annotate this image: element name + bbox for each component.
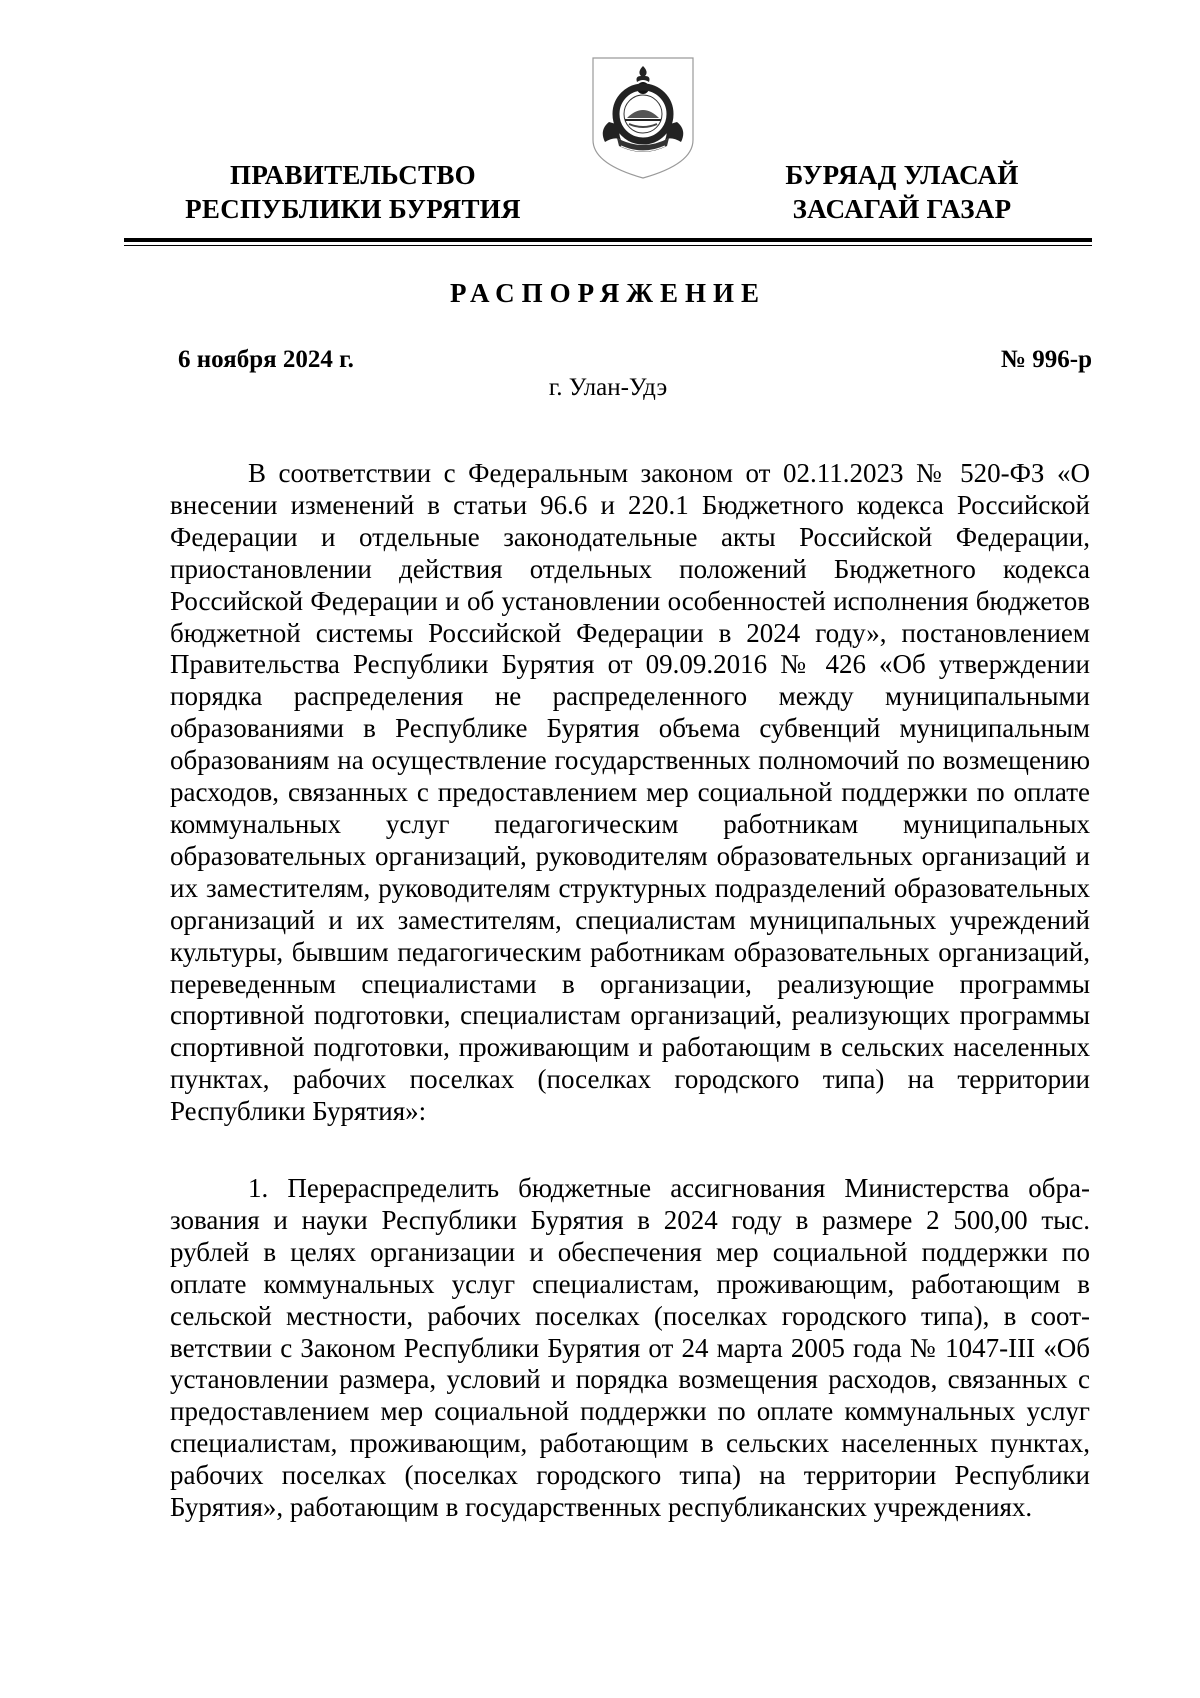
government-name-russian bbox=[168, 158, 538, 226]
government-name-buryat bbox=[752, 158, 1052, 226]
header-divider-thick bbox=[124, 238, 1092, 242]
document-type: РАСПОРЯЖЕНИЕ bbox=[449, 278, 767, 308]
body-paragraph-item-1: 1. Перераспределить бюджетные ассигнования Министерства образования и науки Республики Бурятия в 2024 году в размере 2 500,00 тыс. рублей в целях организации и обеспечения мер социальной поддержки по оплате коммунальных услуг специалистам, проживающим, работающим в сельской местности, рабочих поселках (поселках городского типа), в соответствии с Законом Республики Бурятия от 24 марта 2005 года № 1047-III «Об установлении размера, условий и порядка возмещения расходов, связанных с предоставлением мер социальной поддержки по оплате коммунальных услуг специалистам, проживающим, работающим в сельских населенных пунктах, рабочих поселках (поселках городского типа) на территории Республики Бурятия», работающим в государственных республиканских учреждениях. bbox=[170, 1173, 1090, 1523]
document-date: 6 ноября 2024 г. bbox=[178, 346, 354, 373]
header-divider-thin bbox=[124, 245, 1092, 246]
coat-of-arms-icon bbox=[591, 56, 695, 180]
document-number: № 996-р bbox=[1000, 346, 1092, 373]
government-name-buryat-line1: БУРЯАД УЛАСАЙ bbox=[785, 160, 1019, 190]
body-paragraph-preamble: В соответствии с Федеральным законом от 02.11.2023 № 520-ФЗ «О внесении изменений в статьи 96.6 и 220.1 Бюджетного кодекса Российской Федерации и отдельные законодательные акты Российской Федерации, приостановлении действия отдельных положений Бюджетного кодекса Российской Федерации и об установлении особенностей исполнения бюджетов бюджетной системы Российской Федерации в 2024 году», постановлением Правительства Республики Бурятия от 09.09.2016 № 426 «Об утверждении порядка распределения не распределенного между муниципальными образованиями в Республике Бурятия объема субвенций муниципальным образованиям на осуществление государственных полномочий по возмещению расходов, связанных с предоставлением мер социальной поддержки по оплате коммунальных услуг педагогическим работникам муниципальных образовательных организаций, руководителям образовательных организаций и их заместителям, руководителям структурных подразделений образовательных организаций и их заместителям, специалистам муниципальных учреждений культуры, бывшим педагогическим работникам образовательных организаций, переведенным специалистами в организации, реализующие программы спортивной подготовки, специалистам организаций, реализующих программы спортивной подготовки, проживающим и работающим в сельских населенных пунктах, рабочих поселках (поселках городского типа) на территории Республики Бурятия»: bbox=[170, 458, 1090, 1127]
government-name-line1: ПРАВИТЕЛЬСТВО bbox=[230, 160, 476, 190]
government-name-buryat-line2: ЗАСАГАЙ ГАЗАР bbox=[792, 194, 1012, 224]
government-name-line2: РЕСПУБЛИКИ БУРЯТИЯ bbox=[185, 194, 521, 224]
document-city: г. Улан-Удэ bbox=[548, 374, 668, 401]
